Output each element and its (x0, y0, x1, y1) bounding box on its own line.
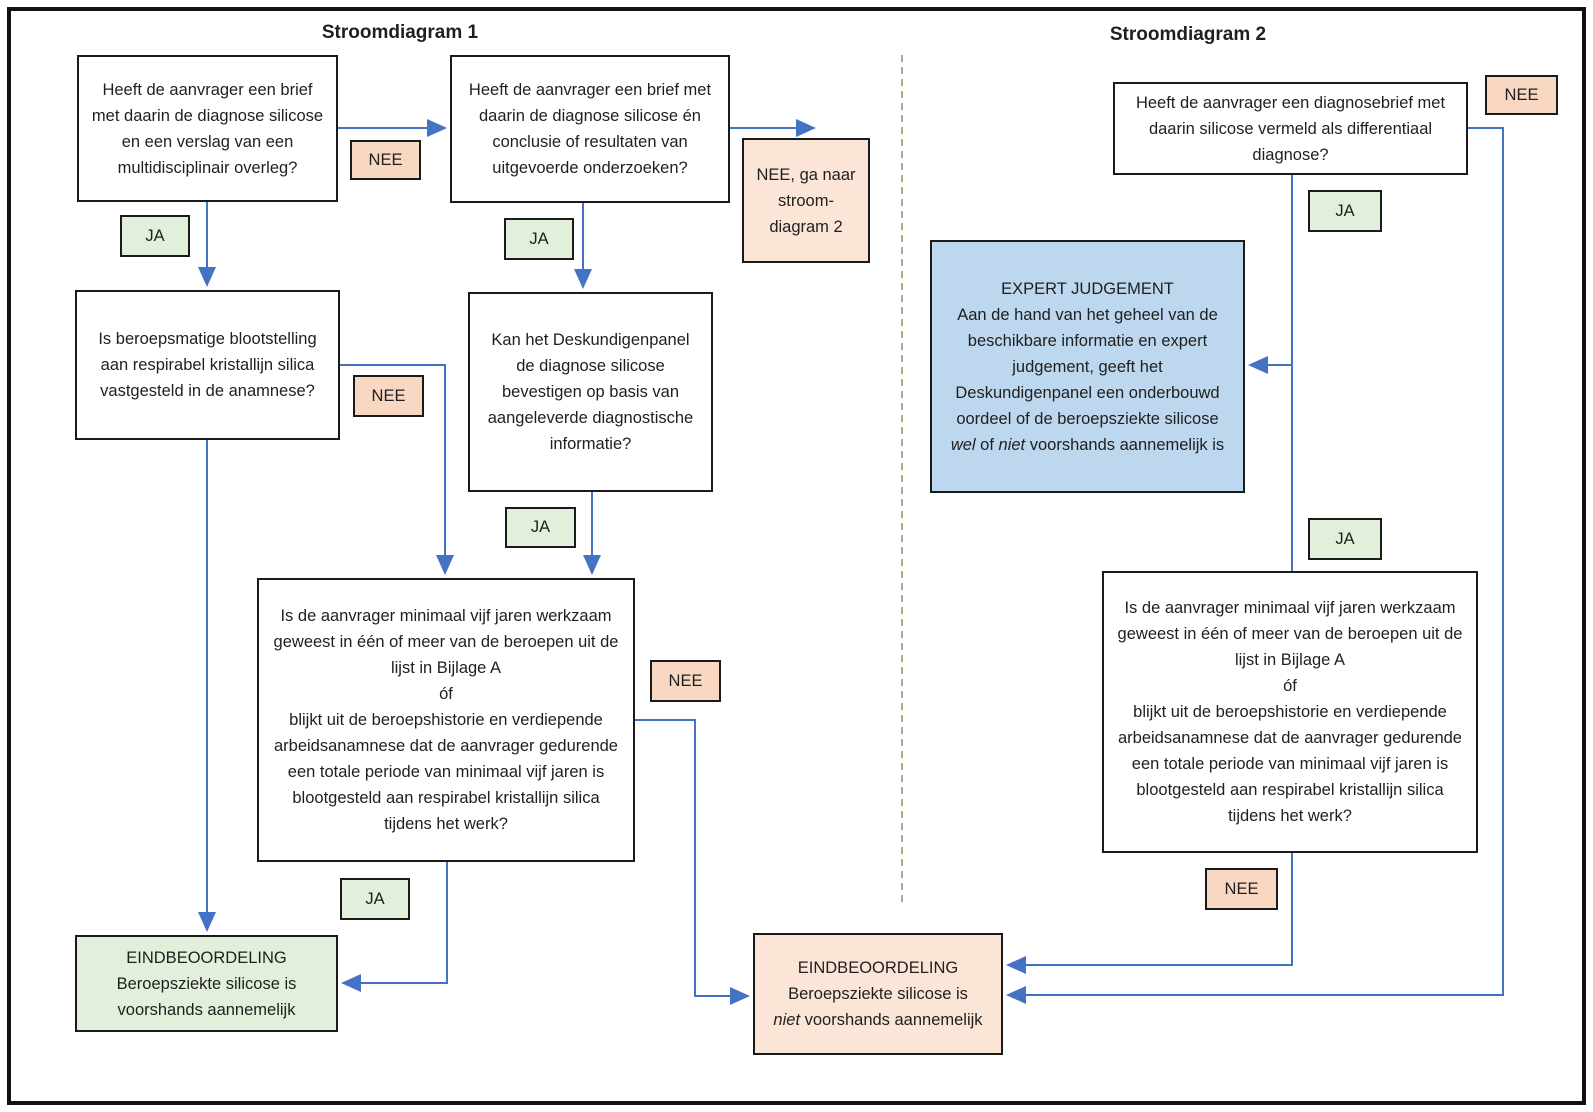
node-question-letter-mdo: Heeft de aanvrager een brief met daarin de diagnose silicose en een verslag van een multidisciplinair overleg? (77, 55, 338, 202)
label-nee-4: NEE (1485, 75, 1558, 115)
label-nee-1: NEE (350, 140, 421, 180)
label-ja-1: JA (120, 215, 190, 257)
node-question-panel: Kan het Deskundigenpanel de diagnose silicose bevestigen op basis van aangeleverde diagnostische informatie? (468, 292, 713, 492)
diagram2-title: Stroomdiagram 2 (1109, 24, 1267, 45)
label-ja-5: JA (1308, 190, 1382, 232)
node-end-not-plausible: EINDBEOORDELING Beroepsziekte silicose is niet voorshands aannemelijk (753, 933, 1003, 1055)
node-question-letter-onderzoek: Heeft de aanvrager een brief met daarin de diagnose silicose én conclusie of resultaten van uitgevoerde onderzoeken? (450, 55, 730, 203)
node-question-diff-diagnose: Heeft de aanvrager een diagnosebrief met daarin silicose vermeld als differentiaal diagnose? (1113, 82, 1468, 175)
diagram1-title: Stroomdiagram 1 (321, 22, 479, 43)
label-ja-3: JA (505, 507, 576, 548)
node-end-plausible: EINDBEOORDELING Beroepsziekte silicose is voorshands aannemelijk (75, 935, 338, 1032)
label-ja-2: JA (504, 218, 574, 260)
label-ja-6: JA (1308, 518, 1382, 560)
label-nee-2: NEE (353, 375, 424, 417)
label-nee-3: NEE (650, 660, 721, 702)
label-ja-4: JA (340, 878, 410, 920)
node-question-years-1: Is de aanvrager minimaal vijf jaren werkzaam geweest in één of meer van de beroepen uit de lijst in Bijlage A óf blijkt uit de beroepshistorie en verdiepende arbeidsanamnese dat de aanvrager gedurende een totale periode van minimaal vijf jaren is blootgesteld aan respirabel kristallijn silica tijdens het werk? (257, 578, 635, 862)
edge-years-nee-to-endnot (635, 720, 744, 996)
node-question-years-2: Is de aanvrager minimaal vijf jaren werkzaam geweest in één of meer van de beroepen uit de lijst in Bijlage A óf blijkt uit de beroepshistorie en verdiepende arbeidsanamnese dat de aanvrager gedurende een totale periode van minimaal vijf jaren is blootgesteld aan respirabel kristallijn silica tijdens het werk? (1102, 571, 1478, 853)
label-nee-5: NEE (1205, 868, 1278, 910)
node-goto-diagram2: NEE, ga naar stroom-diagram 2 (742, 138, 870, 263)
node-question-exposure: Is beroepsmatige blootstelling aan respirabel kristallijn silica vastgesteld in de anamnese? (75, 290, 340, 440)
node-expert-judgement: EXPERT JUDGEMENT Aan de hand van het geheel van de beschikbare informatie en expert judgement, geeft het Deskundigenpanel een onderbouwd oordeel of de beroepsziekte silicose wel of niet voorshands aannemelijk is (930, 240, 1245, 493)
